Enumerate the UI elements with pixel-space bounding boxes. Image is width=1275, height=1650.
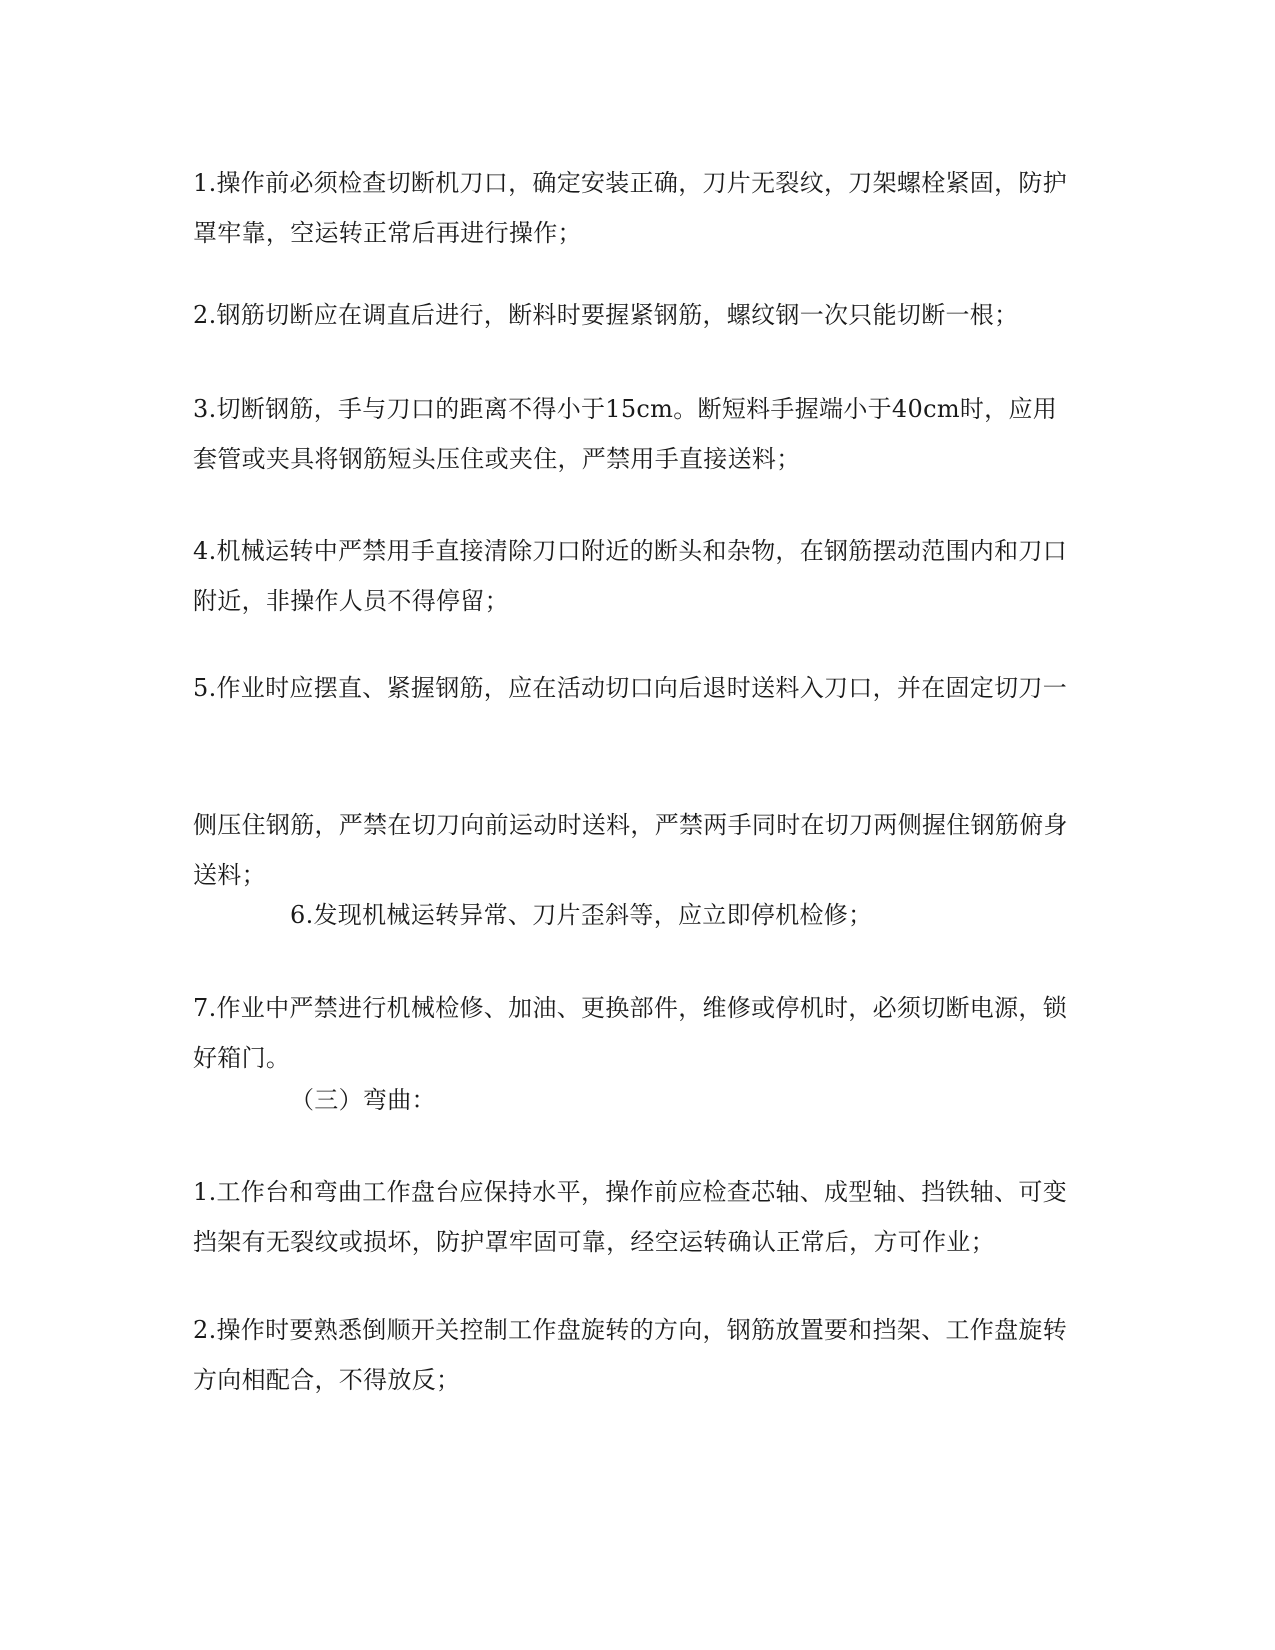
paragraph-cutting-5-continued: 侧压住钢筋，严禁在切刀向前运动时送料，严禁两手同时在切刀两侧握住钢筋俯身送料； (193, 811, 1068, 889)
paragraph-cutting-5: 5.作业时应摆直、紧握钢筋，应在活动切口向后退时送料入刀口，并在固定切刀一 (193, 674, 1067, 702)
paragraph-cutting-4: 4.机械运转中严禁用手直接清除刀口附近的断头和杂物，在钢筋摆动范围内和刀口附近，非操作人员不得停留； (193, 537, 1067, 615)
paragraph-cutting-7: 7.作业中严禁进行机械检修、加油、更换部件，维修或停机时，必须切断电源，锁好箱门。 (193, 994, 1067, 1072)
paragraph-cutting-3: 3.切断钢筋，手与刀口的距离不得小于15cm。断短料手握端小于40cm时，应用套管或夹具将钢筋短头压住或夹住，严禁用手直接送料； (193, 395, 1058, 473)
paragraph-cutting-2: 2.钢筋切断应在调直后进行，断料时要握紧钢筋，螺纹钢一次只能切断一根； (193, 301, 1019, 329)
paragraph-cutting-1: 1.操作前必须检查切断机刀口，确定安装正确，刀片无裂纹，刀架螺栓紧固，防护罩牢靠，空运转正常后再进行操作； (193, 169, 1067, 247)
section-heading-bending: （三）弯曲： (290, 1086, 436, 1114)
paragraph-bending-1: 1.工作台和弯曲工作盘台应保持水平，操作前应检查芯轴、成型轴、挡铁轴、可变挡架有无裂纹或损坏，防护罩牢固可靠，经空运转确认正常后，方可作业； (193, 1178, 1067, 1256)
paragraph-bending-2: 2.操作时要熟悉倒顺开关控制工作盘旋转的方向，钢筋放置要和挡架、工作盘旋转方向相配合，不得放反； (193, 1316, 1067, 1394)
paragraph-cutting-6: 6.发现机械运转异常、刀片歪斜等，应立即停机检修； (290, 901, 873, 929)
